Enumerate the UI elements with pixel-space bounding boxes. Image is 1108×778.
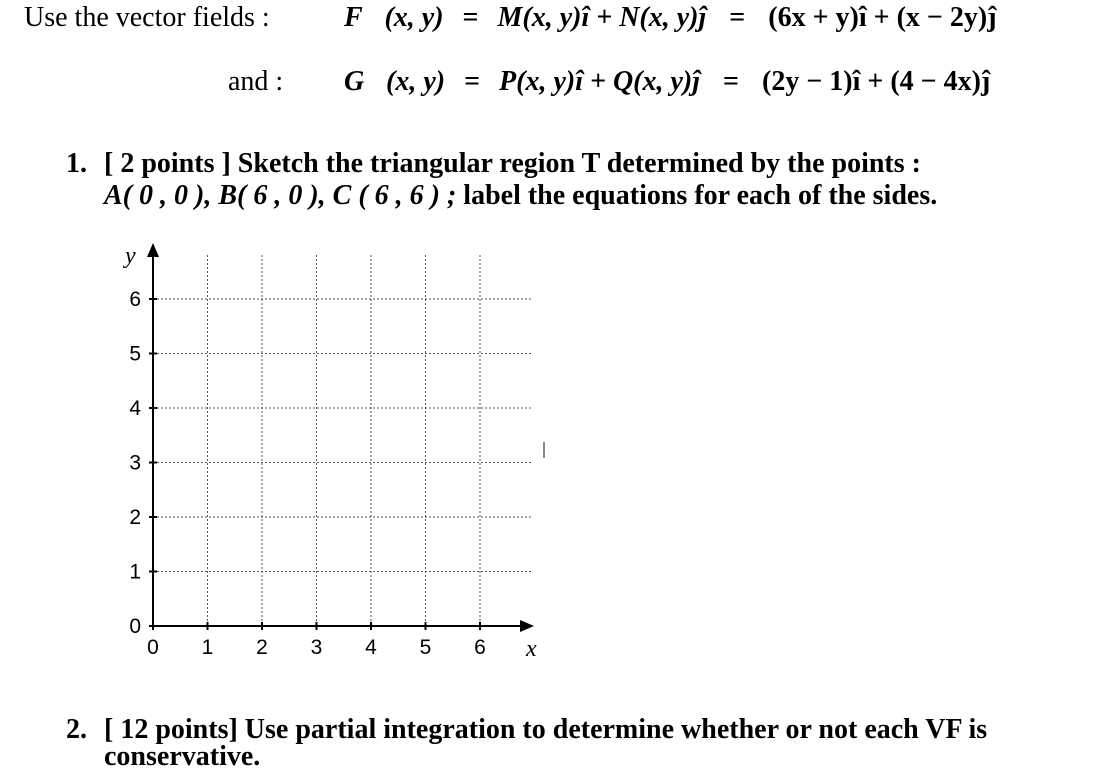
equals-sign: = <box>729 2 746 33</box>
x-tick-label: 5 <box>419 636 432 659</box>
equals-sign: = <box>723 66 740 97</box>
q2-line1: [ 12 points] Use partial integration to determine whether or not each VF is <box>104 714 988 745</box>
G-components: P(x, y)î + Q(x, y)ĵ <box>499 66 701 97</box>
y-tick-label: 4 <box>129 397 141 420</box>
grid-lines <box>153 255 532 626</box>
y-tick-label: 0 <box>129 615 141 638</box>
y-tick-label: 5 <box>129 342 141 366</box>
x-tick-label: 1 <box>201 636 214 659</box>
y-axis-arrow <box>147 243 159 257</box>
x-tick-label: 2 <box>256 636 268 659</box>
F-components: M(x, y)î + N(x, y)ĵ <box>497 2 707 33</box>
y-axis-label: y <box>125 243 136 269</box>
tick-labels <box>129 288 486 659</box>
equals-sign: = <box>464 66 481 97</box>
x-tick-label: 0 <box>147 636 159 659</box>
x-axis-arrow <box>520 620 534 632</box>
y-tick-label: 1 <box>129 560 141 584</box>
q1-number: 1. <box>66 148 87 179</box>
intro-label: Use the vector fields : <box>24 2 270 33</box>
x-tick-label: 6 <box>474 636 486 659</box>
F-expression: (6x + y)î + (x − 2y)ĵ <box>768 2 997 33</box>
x-tick-label: 3 <box>310 636 323 659</box>
axes <box>147 243 534 632</box>
and-label: and : <box>228 66 284 97</box>
y-tick-label: 3 <box>129 451 141 475</box>
x-tick-label: 4 <box>365 636 377 659</box>
F-lhs: F⃗(x, y) <box>344 2 444 33</box>
y-tick-label: 2 <box>129 506 141 529</box>
q2-number: 2. <box>66 714 87 745</box>
G-lhs: G⃗(x, y) <box>344 66 446 97</box>
q1-line2-rest: label the equations for each of the sides. <box>463 180 938 211</box>
G-expression: (2y − 1)î + (4 − 4x)ĵ <box>762 66 991 97</box>
tick-marks <box>149 299 480 630</box>
x-axis-label: x <box>526 636 537 662</box>
q1-points: A( 0 , 0 ), B( 6 , 0 ), C ( 6 , 6 ) ; <box>104 180 457 211</box>
q2-line2: conservative. <box>104 741 261 772</box>
stray-mark <box>543 442 545 458</box>
q1-line1: [ 2 points ] Sketch the triangular region T determined by the points : <box>104 148 921 179</box>
y-tick-label: 6 <box>129 288 141 311</box>
equals-sign: = <box>462 2 479 33</box>
